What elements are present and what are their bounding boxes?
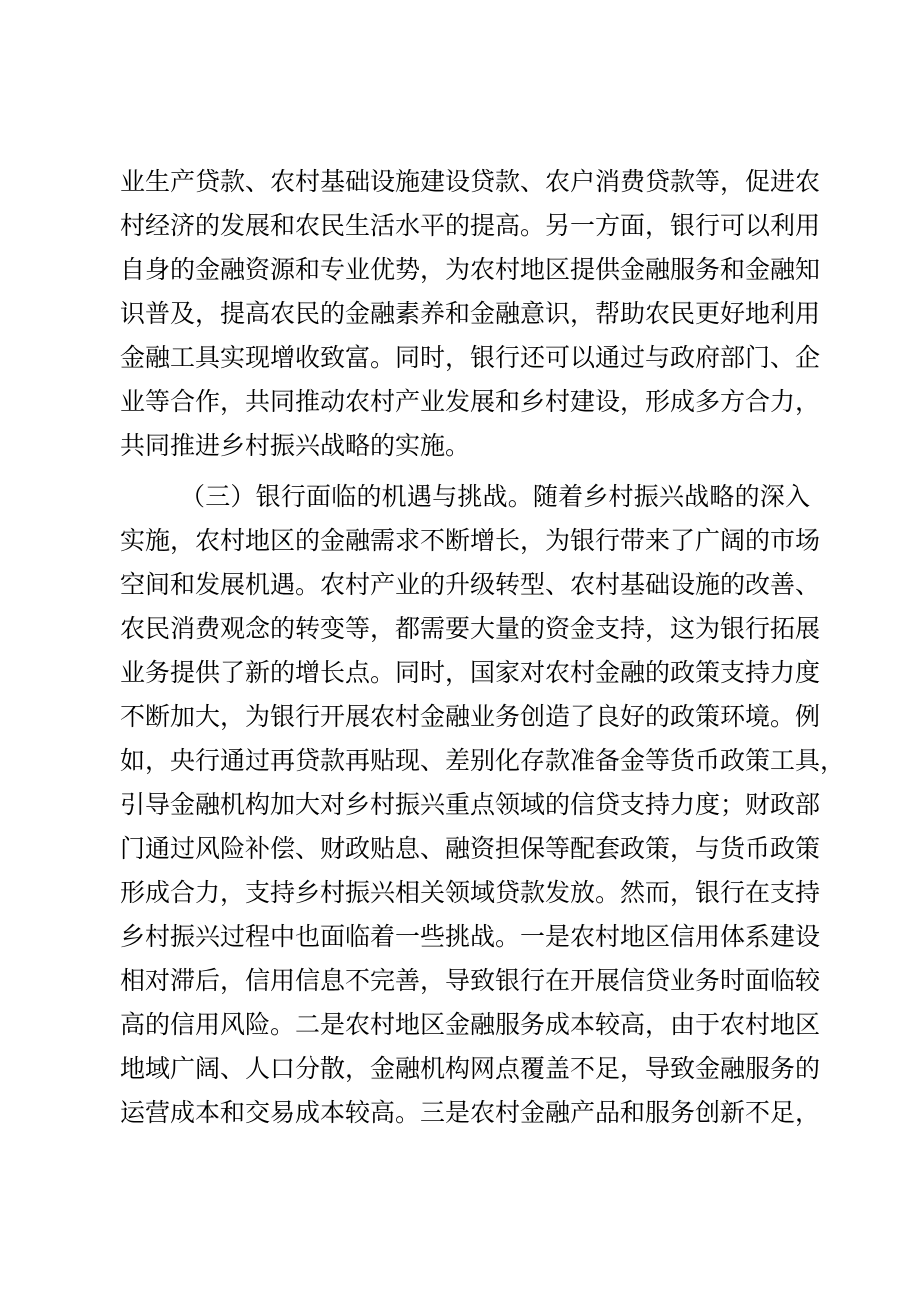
text-line: 金融工具实现增收致富。同时，银行还可以通过与政府部门、企 xyxy=(120,343,821,372)
text-line: 乡村振兴过程中也面临着一些挑战。一是农村地区信用体系建设 xyxy=(120,922,821,951)
text-line: 识普及，提高农民的金融素养和金融意识，帮助农民更好地利用 xyxy=(120,299,821,328)
text-line: 高的信用风险。二是农村地区金融服务成本较高，由于农村地区 xyxy=(120,1010,821,1039)
text-line: 不断加大，为银行开展农村金融业务创造了良好的政策环境。例 xyxy=(120,702,821,731)
text-line: 引导金融机构加大对乡村振兴重点领域的信贷支持力度；财政部 xyxy=(120,790,821,819)
text-line: 村经济的发展和农民生活水平的提高。另一方面，银行可以利用 xyxy=(120,211,821,240)
text-line: 自身的金融资源和专业优势，为农村地区提供金融服务和金融知 xyxy=(120,255,821,284)
text-line: 空间和发展机遇。农村产业的升级转型、农村基础设施的改善、 xyxy=(120,570,821,599)
text-line: 相对滞后，信用信息不完善，导致银行在开展信贷业务时面临较 xyxy=(120,966,821,995)
text-line: 业等合作，共同推动农村产业发展和乡村建设，形成多方合力， xyxy=(120,387,821,416)
text-line: 如，央行通过再贷款再贴现、差别化存款准备金等货币政策工具， xyxy=(120,746,846,775)
text-line: 形成合力，支持乡村振兴相关领域贷款发放。然而，银行在支持 xyxy=(120,878,821,907)
text-line: 业生产贷款、农村基础设施建设贷款、农户消费贷款等，促进农 xyxy=(120,167,821,196)
text-line: 实施，农村地区的金融需求不断增长，为银行带来了广阔的市场 xyxy=(120,526,821,555)
text-line: 业务提供了新的增长点。同时，国家对农村金融的政策支持力度 xyxy=(120,658,821,687)
paragraph-2 xyxy=(120,475,846,1135)
text-line: 运营成本和交易成本较高。三是农村金融产品和服务创新不足， xyxy=(120,1098,821,1127)
text-line: 共同推进乡村振兴战略的实施。 xyxy=(120,431,471,460)
text-line: 门通过风险补偿、财政贴息、融资担保等配套政策，与货币政策 xyxy=(120,834,821,863)
text-line: 农民消费观念的转变等，都需要大量的资金支持，这为银行拓展 xyxy=(120,614,821,643)
paragraph-1 xyxy=(120,160,821,468)
section-heading-line: （三）银行面临的机遇与挑战。随着乡村振兴战略的深入 xyxy=(180,482,810,511)
text-line: 地域广阔、人口分散，金融机构网点覆盖不足，导致金融服务的 xyxy=(120,1054,821,1083)
